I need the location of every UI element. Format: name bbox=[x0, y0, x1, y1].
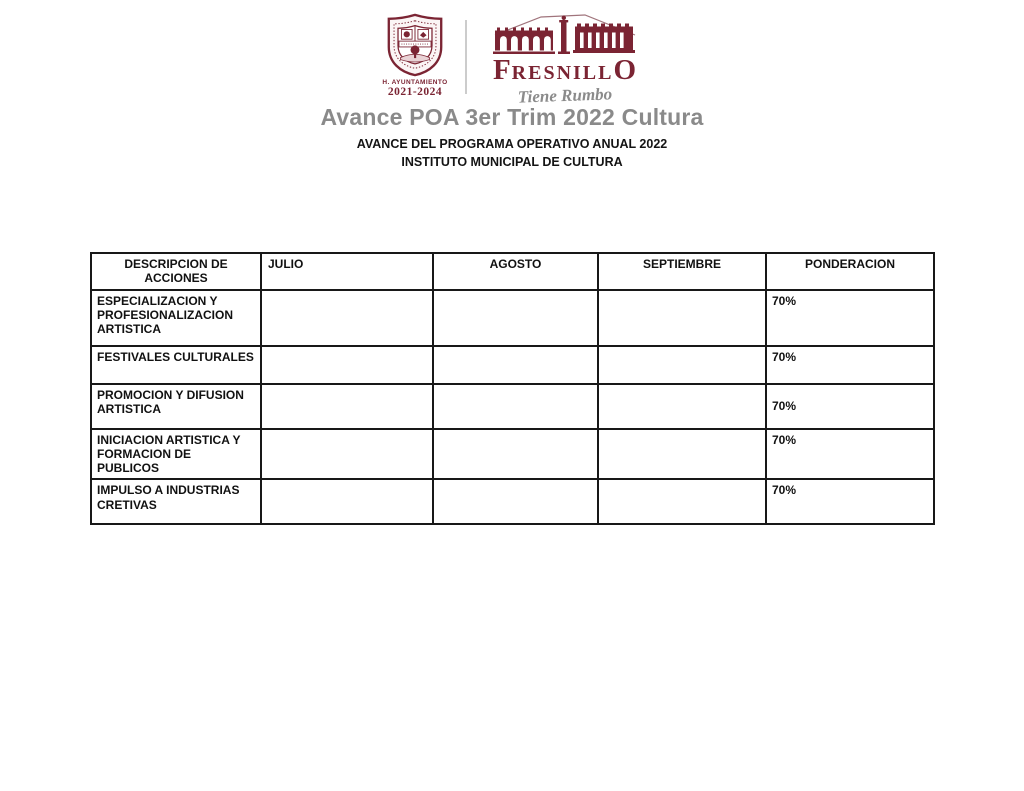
cell-agosto bbox=[433, 384, 598, 429]
table-row bbox=[91, 346, 934, 384]
cell-agosto bbox=[433, 290, 598, 346]
poa-table-container bbox=[90, 252, 935, 525]
table-row bbox=[91, 384, 934, 429]
cell-julio bbox=[261, 384, 433, 429]
subtitle-line-2: INSTITUTO MUNICIPAL DE CULTURA bbox=[401, 155, 623, 169]
cell-septiembre bbox=[598, 290, 766, 346]
coat-of-arms-icon bbox=[383, 12, 447, 78]
subtitle-line-1: AVANCE DEL PROGRAMA OPERATIVO ANUAL 2022 bbox=[356, 137, 668, 151]
col-header-descripcion: DESCRIPCION DE ACCIONES bbox=[91, 253, 261, 290]
table-row bbox=[91, 429, 934, 479]
city-slogan: Tiene Rumbo bbox=[517, 84, 613, 107]
header-logo-row bbox=[0, 12, 1024, 106]
cell-descripcion: ESPECIALIZACION Y PROFESIONALIZACION ARTISTICA bbox=[91, 290, 261, 346]
cell-julio bbox=[261, 479, 433, 524]
cell-ponderacion: 70% bbox=[766, 429, 934, 479]
wordmark-middle-letters: RESNILL bbox=[511, 62, 614, 84]
city-crest-block bbox=[377, 12, 453, 98]
col-header-ponderacion: PONDERACION bbox=[766, 253, 934, 290]
cell-ponderacion: 70% bbox=[766, 290, 934, 346]
cell-descripcion: PROMOCION Y DIFUSION ARTISTICA bbox=[91, 384, 261, 429]
page-title: Avance POA 3er Trim 2022 Cultura bbox=[320, 104, 704, 130]
fresnillo-logo-block bbox=[483, 12, 647, 106]
fresnillo-wordmark bbox=[483, 56, 647, 85]
col-header-agosto: AGOSTO bbox=[433, 253, 598, 290]
cell-julio bbox=[261, 290, 433, 346]
city-skyline-icon bbox=[489, 12, 641, 58]
col-header-julio: JULIO bbox=[261, 253, 433, 290]
wordmark-first-letter: F bbox=[492, 54, 512, 86]
cell-agosto bbox=[433, 429, 598, 479]
cell-descripcion: IMPULSO A INDUSTRIAS CRETIVAS bbox=[91, 479, 261, 524]
logo-divider bbox=[465, 20, 467, 94]
cell-septiembre bbox=[598, 429, 766, 479]
poa-table bbox=[90, 252, 935, 525]
cell-ponderacion: 70% bbox=[766, 384, 934, 429]
cell-julio bbox=[261, 429, 433, 479]
table-row bbox=[91, 290, 934, 346]
cell-agosto bbox=[433, 479, 598, 524]
ayuntamiento-label: H. AYUNTAMIENTO bbox=[382, 79, 448, 86]
col-header-septiembre: SEPTIEMBRE bbox=[598, 253, 766, 290]
cell-descripcion: FESTIVALES CULTURALES bbox=[91, 346, 261, 384]
cell-descripcion: INICIACION ARTISTICA Y FORMACION DE PUBLICOS bbox=[91, 429, 261, 479]
ayuntamiento-years: 2021-2024 bbox=[387, 86, 443, 98]
cell-ponderacion: 70% bbox=[766, 479, 934, 524]
cell-julio bbox=[261, 346, 433, 384]
cell-ponderacion: 70% bbox=[766, 346, 934, 384]
cell-septiembre bbox=[598, 346, 766, 384]
cell-agosto bbox=[433, 346, 598, 384]
wordmark-last-letter: O bbox=[613, 54, 638, 86]
cell-septiembre bbox=[598, 384, 766, 429]
cell-septiembre bbox=[598, 479, 766, 524]
table-header-row bbox=[91, 253, 934, 290]
table-row bbox=[91, 479, 934, 524]
